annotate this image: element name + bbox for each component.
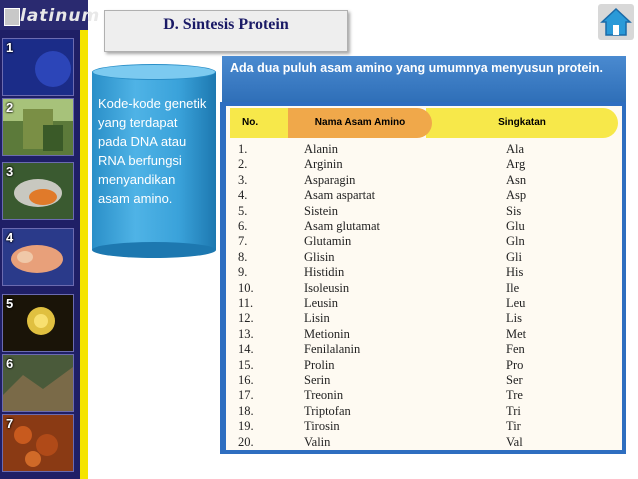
- cell-name: Alanin: [304, 142, 339, 156]
- cell-name: Asparagin: [304, 172, 356, 187]
- cell-abbreviation: Tri: [506, 403, 521, 418]
- amino-acid-table-frame: [220, 102, 626, 454]
- nav-item-label: 2: [6, 100, 14, 115]
- cell-number: 8.: [238, 249, 248, 264]
- nav-item-1[interactable]: [2, 38, 74, 96]
- table-row: [226, 173, 622, 189]
- cell-name: Fenilalanin: [304, 342, 361, 357]
- cell-number: 17.: [238, 388, 254, 403]
- nav-item-2[interactable]: [2, 98, 74, 156]
- table-row: [226, 204, 622, 220]
- note-text: Kode-kode genetik yang terdapat pada DNA atau RNA berfungsi menyandikan asam amino.: [98, 96, 207, 206]
- page-title: D. Sintesis Protein: [104, 10, 348, 52]
- cell-name: Glisin: [304, 249, 335, 264]
- cell-name: Lisin: [304, 311, 330, 326]
- cell-abbreviation: Ile: [506, 280, 520, 295]
- cell-number: 10.: [238, 280, 254, 295]
- nav-item-label: 1: [6, 40, 14, 55]
- cell-number: 15.: [238, 357, 254, 372]
- table-row: [226, 157, 622, 173]
- cell-name: Leusin: [304, 296, 339, 310]
- nav-item-label: 4: [6, 230, 14, 245]
- thumbnail-image: [3, 229, 73, 285]
- cell-number: 12.: [238, 311, 254, 326]
- table-row: [226, 373, 622, 389]
- cell-number: 9.: [238, 265, 248, 280]
- thumbnail-image: [3, 163, 73, 219]
- cell-name: Serin: [304, 373, 331, 387]
- cell-abbreviation: Gln: [506, 234, 525, 249]
- cell-number: 6.: [238, 219, 248, 233]
- table-header: [230, 108, 618, 138]
- cell-number: 20.: [238, 434, 254, 449]
- cell-abbreviation: Arg: [506, 157, 526, 172]
- cell-abbreviation: Fen: [506, 342, 525, 357]
- header-name: Nama Asam Amino: [288, 108, 432, 138]
- home-icon: [598, 4, 634, 40]
- cell-name: Glutamin: [304, 234, 352, 249]
- cell-name: Prolin: [304, 357, 335, 372]
- cell-name: Arginin: [304, 157, 343, 172]
- cell-abbreviation: Ser: [506, 373, 523, 387]
- table-row: [226, 142, 622, 158]
- logo-text: latinum: [20, 6, 101, 26]
- cell-name: Triptofan: [304, 403, 351, 418]
- cell-name: Valin: [304, 434, 331, 449]
- cell-number: 19.: [238, 419, 254, 434]
- description-banner: Ada dua puluh asam amino yang umumnya menyusun protein.: [222, 56, 626, 102]
- table-row: [226, 250, 622, 266]
- table-row: [226, 281, 622, 297]
- cell-number: 3.: [238, 172, 248, 187]
- nav-item-label: 5: [6, 296, 14, 311]
- thumbnail-image: [3, 99, 73, 155]
- cell-abbreviation: Ala: [506, 142, 525, 156]
- cell-number: 16.: [238, 373, 254, 387]
- logo-mark-icon: [4, 8, 20, 26]
- thumbnail-image: [3, 415, 73, 471]
- nav-item-label: 3: [6, 164, 14, 179]
- cell-number: 14.: [238, 342, 254, 357]
- nav-item-4[interactable]: [2, 228, 74, 286]
- cell-abbreviation: Pro: [506, 357, 524, 372]
- cell-abbreviation: Tre: [506, 388, 523, 403]
- cell-name: Isoleusin: [304, 280, 350, 295]
- thumbnail-image: [3, 39, 73, 95]
- thumbnail-image: [3, 355, 73, 411]
- cell-name: Sistein: [304, 203, 339, 218]
- cell-number: 11.: [238, 296, 254, 310]
- header-abbreviation: Singkatan: [426, 108, 618, 138]
- cell-number: 7.: [238, 234, 248, 249]
- table-row: [226, 388, 622, 404]
- table-row: [226, 435, 622, 451]
- cell-abbreviation: Lis: [506, 311, 522, 326]
- note-cylinder: [92, 64, 216, 256]
- cell-name: Metionin: [304, 326, 350, 341]
- cell-abbreviation: Met: [506, 326, 527, 341]
- table-row: [226, 419, 622, 435]
- cell-number: 1.: [238, 142, 248, 156]
- cell-number: 5.: [238, 203, 248, 218]
- table-row: [226, 296, 622, 312]
- cell-abbreviation: Tir: [506, 419, 521, 434]
- table-row: [226, 358, 622, 374]
- cell-abbreviation: Val: [506, 434, 523, 449]
- table-row: [226, 188, 622, 204]
- cell-name: Histidin: [304, 265, 345, 280]
- cell-number: 13.: [238, 326, 254, 341]
- nav-item-label: 6: [6, 356, 14, 371]
- cell-name: Tirosin: [304, 419, 340, 434]
- cell-abbreviation: Glu: [506, 219, 525, 233]
- cell-number: 2.: [238, 157, 248, 172]
- table-row: [226, 342, 622, 358]
- cell-abbreviation: Leu: [506, 296, 526, 310]
- cell-abbreviation: Asp: [506, 188, 527, 203]
- cell-abbreviation: His: [506, 265, 524, 280]
- cell-name: Treonin: [304, 388, 344, 403]
- nav-item-5[interactable]: [2, 294, 74, 352]
- table-row: [226, 234, 622, 250]
- table-row: [226, 311, 622, 327]
- table-row: [226, 327, 622, 343]
- table-row: [226, 265, 622, 281]
- home-button[interactable]: [598, 4, 634, 40]
- cell-abbreviation: Sis: [506, 203, 522, 218]
- table-row: [226, 219, 622, 235]
- cell-number: 4.: [238, 188, 248, 203]
- logo: [0, 0, 101, 30]
- amino-acid-table: [226, 106, 622, 450]
- table-row: [226, 404, 622, 420]
- cell-abbreviation: Gli: [506, 249, 522, 264]
- cell-number: 18.: [238, 403, 254, 418]
- cell-name: Asam aspartat: [304, 188, 376, 203]
- cell-abbreviation: Asn: [506, 172, 527, 187]
- nav-item-label: 7: [6, 416, 14, 431]
- thumbnail-image: [3, 295, 73, 351]
- nav-item-6[interactable]: [2, 354, 74, 412]
- cell-name: Asam glutamat: [304, 219, 381, 233]
- sidebar-accent-stripe: [80, 0, 88, 479]
- nav-item-3[interactable]: [2, 162, 74, 220]
- header-number: No.: [230, 108, 288, 138]
- nav-item-7[interactable]: [2, 414, 74, 472]
